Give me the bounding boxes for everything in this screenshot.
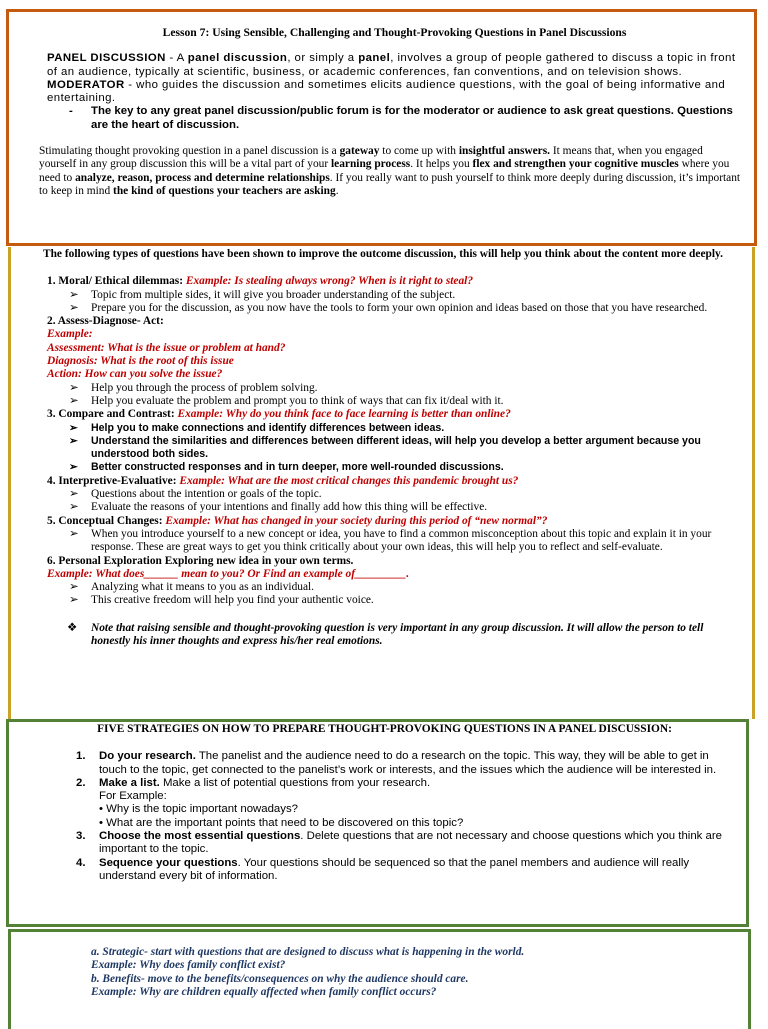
type-3-heading: 3. Compare and Contrast: Example: Why do you think face to face learning is better than online? — [47, 408, 511, 421]
intro-box — [6, 9, 757, 246]
strategic-b-example: Example: Why are children equally affected when family conflict occurs? — [91, 985, 437, 998]
list-item: ➢ Help you through the process of problem solving. — [69, 381, 318, 394]
intro-paragraph: Stimulating thought provoking question in a panel discussion is a gateway to come up with insightful answers. It means that, when you engaged yourself in any group discussion this will be a vital part of your learning process. It helps you flex and strengthen your cognitive muscles where you need to analyze, reason, process and determine relationships. If you really want to push yourself to think more deeply during discussion, it’s important to keep in mind the kind of questions your teachers are asking. — [39, 145, 741, 197]
dash-marker: - — [69, 105, 73, 118]
strategies-box — [6, 719, 749, 927]
type-2-example: Example: — [47, 328, 93, 341]
strategic-b: b. Benefits- move to the benefits/consequences on why the audience should care. — [91, 972, 469, 985]
list-item: ➢ Prepare you for the discussion, as you now have the tools to form your own opinion and ideas based on those that you have researched. — [69, 301, 708, 314]
type-6-heading: 6. Personal Exploration Exploring new idea in your own terms. — [47, 554, 354, 567]
type-4-heading: 4. Interpretive-Evaluative: Example: What are the most critical changes this pandemic brought us? — [47, 474, 519, 487]
strategic-a-example: Example: Why does family conflict exist? — [91, 959, 286, 972]
strategic-box — [8, 929, 751, 1029]
key-point: - The key to any great panel discussion/public forum is for the moderator or audience to ask great questions. Questions are the heart of discussion. — [69, 105, 733, 131]
type-2-heading: 2. Assess-Diagnose- Act: — [47, 315, 164, 328]
panel-definition: PANEL DISCUSSION - A panel discussion, or simply a panel, involves a group of people gathered to discuss a topic in front of an audience, typically at scientific, business, or academic conferences, fan conventions, and on television shows. — [47, 52, 736, 78]
list-item: • Why is the topic important nowadays? — [99, 803, 298, 816]
list-item: ➢ Better constructed responses and in turn deeper, more well-rounded discussions. — [69, 461, 504, 474]
list-item: ➢ Analyzing what it means to you as an individual. — [69, 581, 315, 594]
type-2-assessment: Assessment: What is the issue or problem at hand? — [47, 341, 286, 354]
list-item: ➢ Topic from multiple sides, it will give you broader understanding of the subject. — [69, 288, 456, 301]
strategies-heading: FIVE STRATEGIES ON HOW TO PREPARE THOUGHT-PROVOKING QUESTIONS IN A PANEL DISCUSSION: — [97, 723, 672, 735]
panel-term: PANEL DISCUSSION — [47, 52, 166, 65]
list-item: ➢ When you introduce yourself to a new concept or idea, you have to find a common misconception about this topic and explain it in your response. These are great ways to get you think critically about your own ideas, this will help you to reflect and self-evaluate. — [69, 527, 712, 554]
list-item: 4. Sequence your questions. Your questions should be sequenced so that the panel members and audience will really understand every bit of information. — [76, 856, 690, 882]
type-5-heading: 5. Conceptual Changes: Example: What has changed in your society during this period of “new normal”? — [47, 514, 548, 527]
question-types-box — [8, 247, 755, 719]
list-item: For Example: — [99, 790, 167, 803]
types-heading: The following types of questions have been shown to improve the outcome discussion, this will help you think about the content more deeply. — [43, 248, 723, 260]
lesson-title: Lesson 7: Using Sensible, Challenging and Thought-Provoking Questions in Panel Discussions — [162, 26, 627, 39]
diamond-bullet-icon: ❖ — [67, 621, 78, 634]
list-item: ➢ This creative freedom will help you find your authentic voice. — [69, 594, 374, 607]
list-item: 3. Choose the most essential questions. Delete questions that are not necessary and choose questions which you think are important to the topic. — [76, 830, 722, 856]
type-1-heading: 1. Moral/ Ethical dilemmas: Example: Is stealing always wrong? When is it right to steal? — [47, 275, 474, 288]
note: ❖ Note that raising sensible and thought-provoking question is very important in any group discussion. It will allow the person to tell honestly his inner thoughts and express his/her real emotions. — [67, 621, 704, 648]
list-item: ➢ Help you to make connections and identify differences between ideas. — [69, 421, 445, 434]
list-item: ➢ Questions about the intention or goals of the topic. — [69, 488, 322, 501]
moderator-term: MODERATOR — [47, 78, 125, 91]
list-item: ➢ Help you evaluate the problem and prompt you to think of ways that can fix it/deal with it. — [69, 394, 504, 407]
list-item: • What are the important points that need to be discovered on this topic? — [99, 816, 464, 829]
type-2-diagnosis: Diagnosis: What is the root of this issue — [47, 355, 234, 368]
list-item: ➢ Understand the similarities and differences between different ideas, will help you develop a better argument because you understood both sides. — [69, 434, 701, 461]
moderator-definition: MODERATOR - who guides the discussion and sometimes elicits audience questions, with the goal of being informative and entertaining. — [47, 78, 726, 105]
list-item: 1. Do your research. The panelist and the audience need to do a research on the topic. This way, they will be able to get in touch to the topic, get connected to the panelist’s work or interests, and the issues which the audience will be interested in. — [76, 750, 717, 776]
strategic-a: a. Strategic- start with questions that are designed to discuss what is happening in the world. — [91, 946, 525, 958]
list-item: ➢ Evaluate the reasons of your intentions and finally add how this thing will be effective. — [69, 501, 488, 514]
list-item: 2. Make a list. Make a list of potential questions from your research. — [76, 776, 431, 789]
type-6-example: Example: What does______ mean to you? Or Find an example of_________. — [47, 567, 410, 580]
type-2-action: Action: How can you solve the issue? — [47, 368, 223, 381]
